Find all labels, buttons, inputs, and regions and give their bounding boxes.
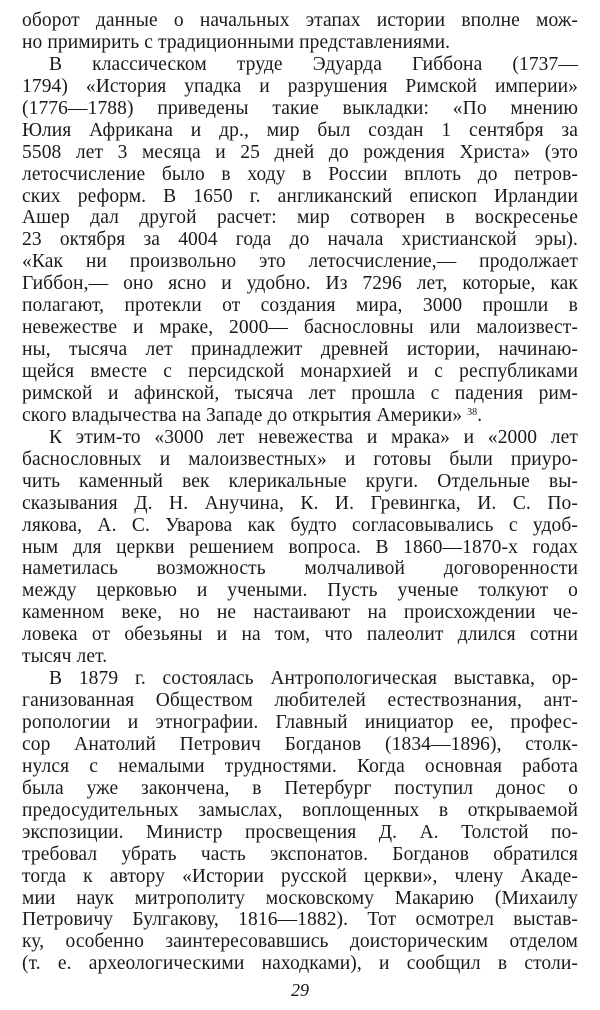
text-line: оборот данные о начальных этапах истории вполне мож-: [22, 10, 578, 31]
paragraph: [22, 427, 578, 668]
text-line: сор Анатолий Петрович Богданов (1834—1896), столк-: [22, 733, 578, 755]
text-line: требовал убрать часть экспонатов. Богданов обратился: [22, 843, 578, 865]
text-line: баснословных и малоизвестных» и готовы были приуро-: [22, 448, 578, 470]
text-line: ны, тысяча лет принадлежит древней истории, начинаю-: [22, 339, 578, 361]
text-line: ным для церкви решением вопроса. В 1860—1870-х годах: [22, 536, 578, 558]
text-line: мии наук митрополиту московскому Макарию (Михаилу: [22, 887, 578, 909]
footnote-reference[interactable]: 38: [467, 406, 478, 418]
text-line: 1794) «История упадка и разрушения Римской империи»: [22, 75, 578, 97]
text-line: предосудительных замыслах, воплощенных в открываемой: [22, 799, 578, 821]
text-line: была уже закончена, в Петербург поступил донос о: [22, 777, 578, 799]
page-number: 29: [291, 980, 309, 1000]
text-line: лякова, А. С. Уварова как будто согласовывались с удоб-: [22, 514, 578, 536]
text-line: (1776—1788) приведены такие выкладки: «По мнению: [22, 97, 578, 119]
text-line: 23 октября за 4004 года до начала христианской эры).: [22, 229, 578, 251]
text-line: Петровичу Булгакову, 1816—1882). Тот осмотрел выстав-: [22, 909, 578, 931]
text-line: тысяч лет.: [22, 646, 108, 668]
body-text: [22, 10, 578, 975]
text-line: 5508 лет 3 месяца и 25 дней до рождения Христа» (это: [22, 141, 578, 163]
text-line: экспозиции. Министр просвещения Д. А. Толстой по-: [22, 821, 578, 843]
text-line: нулся с немалыми трудностями. Когда основная работа: [22, 755, 578, 777]
text-line: но примирить с традиционными представлениями.: [22, 31, 451, 53]
text-line: К этим-то «3000 лет невежества и мрака» и «2000 лет: [49, 426, 578, 448]
text-line: наметилась возможность молчаливой договоренности: [22, 558, 578, 580]
text-line: полагают, протекли от создания мира, 3000 прошли в: [22, 295, 578, 317]
paragraph: [22, 54, 578, 427]
text-line: каменном веке, но не настаивают на происхождении че-: [22, 602, 578, 624]
text-line: сказывания Д. Н. Анучина, К. И. Гревингка, И. С. По-: [22, 492, 578, 514]
text-line: «Как ни произвольно это летосчисление,— продолжает: [22, 251, 578, 273]
text-line: ловека от обезьяны и на том, что палеолит длился сотни: [22, 624, 578, 646]
text-line: [22, 405, 578, 427]
paragraph: [22, 668, 578, 975]
text-line: В 1879 г. состоялась Антропологическая выставка, ор-: [49, 668, 578, 690]
text-line: В классическом труде Эдуарда Гиббона (1737—: [49, 53, 578, 75]
text-line: Гиббон,— оно ясно и удобно. Из 7296 лет, которые, как: [22, 273, 578, 295]
text-line: чить каменный век клерикальные круги. Отдельные вы-: [22, 470, 578, 492]
text-line: летосчисление было в ходу в России вплоть до петров-: [22, 163, 578, 185]
text-line: ганизованная Обществом любителей естествознания, ант-: [22, 690, 578, 712]
text-line: Ашер дал другой расчет: мир сотворен в воскресенье: [22, 207, 578, 229]
text-line: Юлия Африкана и др., мир был создан 1 сентября за: [22, 119, 578, 141]
text-line: между церковью и учеными. Пусть ученые толкуют о: [22, 580, 578, 602]
text-line: невежестве и мраке, 2000— баснословны или малоизвест-: [22, 317, 578, 339]
text-line: ских реформ. В 1650 г. англиканский епископ Ирландии: [22, 185, 578, 207]
text-line: (т. е. археологическими находками), и сообщил в столи-: [22, 953, 578, 975]
text-line: ропологии и этнографии. Главный инициатор ее, профес-: [22, 712, 578, 733]
text-line: щейся вместе с персидской монархией и с республиками: [22, 361, 578, 382]
text-line: римской и афинской, тысяча лет прошла с падения рим-: [22, 382, 578, 404]
punctuation: .: [477, 404, 483, 426]
text-line: ку, особенно заинтересовавшись доисторическим отделом: [22, 931, 578, 953]
paragraph: [22, 10, 578, 54]
text-line-content: ского владычества на Западе до открытия Америки»: [22, 404, 468, 426]
text-line: тогда к автору «Истории русской церкви», члену Акаде-: [22, 865, 578, 887]
